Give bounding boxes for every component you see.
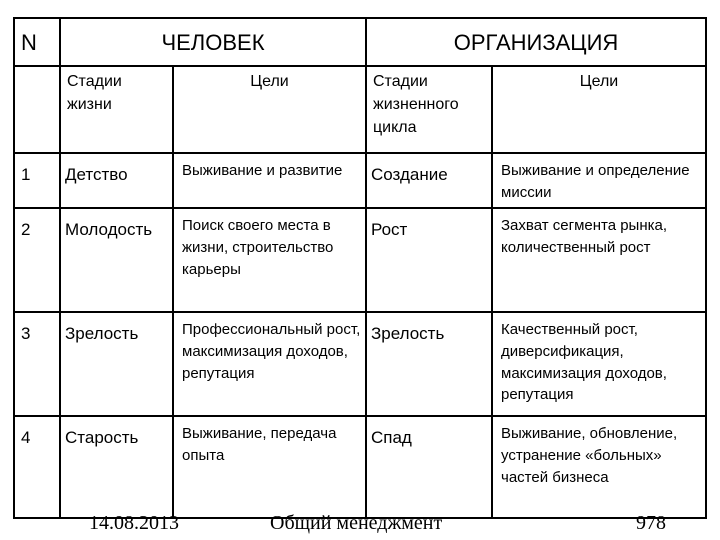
footer-page-number: 978 (636, 512, 666, 534)
person-goals-cell: Профессиональный рост, максимизация доходов, репутация (173, 312, 366, 416)
person-stage-cell: Старость (60, 416, 173, 518)
table-row (14, 208, 706, 312)
row-number: 4 (14, 416, 60, 518)
table-subheader-row (14, 66, 706, 153)
table-row (14, 153, 706, 208)
person-stage-cell: Молодость (60, 208, 173, 312)
person-goals-cell: Поиск своего места в жизни, строительство карьеры (173, 208, 366, 312)
person-stage-cell: Зрелость (60, 312, 173, 416)
org-goals-cell: Захват сегмента рынка, количественный рост (492, 208, 706, 312)
subheader-person-stages: Стадии жизни (60, 66, 173, 153)
subheader-person-goals: Цели (173, 66, 366, 153)
org-goals-cell: Качественный рост, диверсификация, максимизация доходов, репутация (492, 312, 706, 416)
footer-title: Общий менеджмент (270, 512, 443, 534)
row-number: 2 (14, 208, 60, 312)
table-row (14, 312, 706, 416)
header-person: ЧЕЛОВЕК (60, 18, 366, 66)
header-organization: ОРГАНИЗАЦИЯ (366, 18, 706, 66)
lifecycle-comparison-table (13, 17, 707, 519)
org-stage-cell: Спад (366, 416, 492, 518)
org-goals-cell: Выживание и определение миссии (492, 153, 706, 208)
row-number: 3 (14, 312, 60, 416)
header-n: N (14, 18, 60, 66)
subheader-empty-cell (14, 66, 60, 153)
footer-date: 14.08.2013 (89, 512, 179, 534)
person-stage-cell: Детство (60, 153, 173, 208)
org-stage-cell: Зрелость (366, 312, 492, 416)
subheader-org-goals: Цели (492, 66, 706, 153)
person-goals-cell: Выживание, передача опыта (173, 416, 366, 518)
org-stage-cell: Рост (366, 208, 492, 312)
org-stage-cell: Создание (366, 153, 492, 208)
person-goals-cell: Выживание и развитие (173, 153, 366, 208)
org-goals-cell: Выживание, обновление, устранение «больных» частей бизнеса (492, 416, 706, 518)
subheader-org-stages: Стадии жизненного цикла (366, 66, 492, 153)
table-header-row (14, 18, 706, 66)
row-number: 1 (14, 153, 60, 208)
table-row (14, 416, 706, 518)
